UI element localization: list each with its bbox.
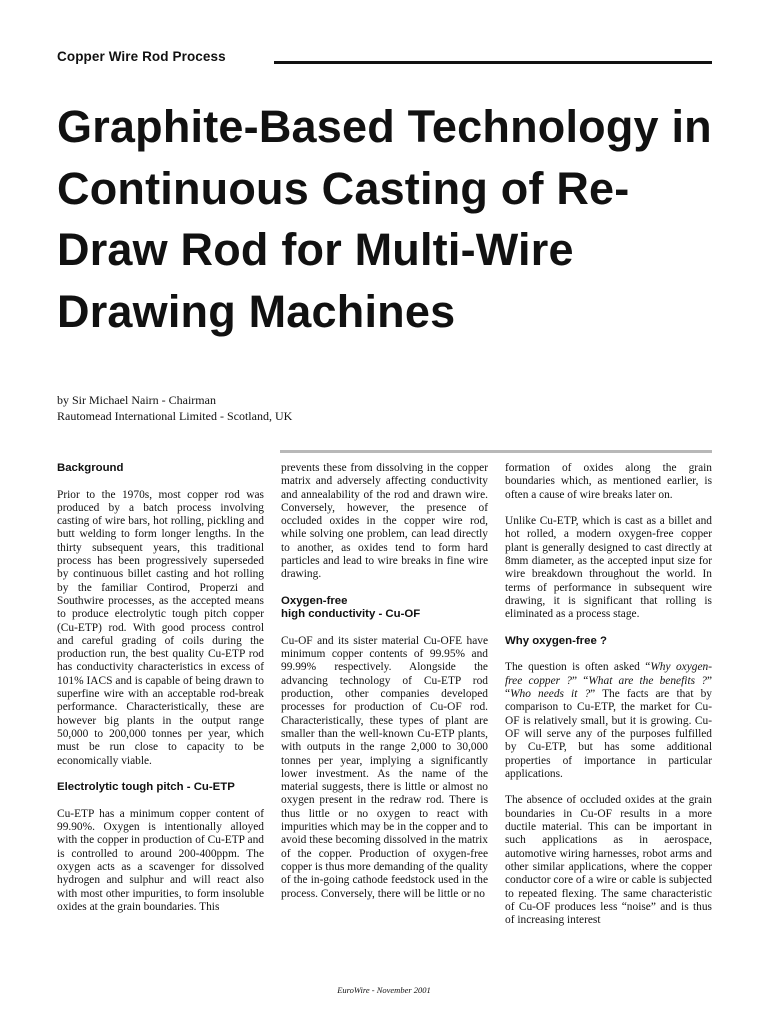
question-2: What are the benefits ? [588,674,707,687]
heading-cu-etp: Electrolytic tough pitch - Cu-ETP [57,781,235,794]
page-footer: EuroWire - November 2001 [337,985,431,995]
header-rule [274,61,712,64]
paragraph: Cu-ETP has a minimum copper content of 99.90%. Oxygen is intentionally alloyed with the copper in production of Cu-ETP and is controlled to around 200-400ppm. The oxygen acts as a scavenger for dissolved hydrogen and sulphur and will react also with most other impurities, to form insoluble oxides at the grain boundaries. This [57,807,264,913]
byline-affiliation: Rautomead International Limited - Scotland, UK [57,409,293,423]
paragraph: Prior to the 1970s, most copper rod was produced by a batch process involving casting of wire bars, hot rolling, pickling and butt welding to form longer lengths. In the thirty subsequent years, this traditional process has been progressively superseded by continuous billet casting and hot rolling by the familiar Contirod, Properzi and Southwire processes, as the accepted means to produce electrolytic tough pitch copper (Cu-ETP) rod. With good process control and careful grading of coils during the production run, the best quality Cu-ETP rod has conductivity characteristics in excess of 101% IACS and is capable of being drawn to superfine wire with an acceptable rod-break performance. Characteristically, these are however big plants in the output range 50,000 to 200,000 tonnes per year, which must be run close to capacity to be economically viable. [57,488,264,767]
question-1: Why oxygen-free copper ? [505,661,712,687]
text-column-2 [281,462,488,914]
question-3: Who needs it ? [510,688,591,701]
heading-cu-of-line2: high conductivity - Cu-OF [281,608,421,621]
paragraph: The absence of occluded oxides at the grain boundaries in Cu-OF results in a more ductile material. This can be important in such applications as in aerospace, automotive wiring harnesses, robot arms and other similar applications, where the copper conductor core of a wire or cable is subjected to repeated flexing. The same characteristic of Cu-OF produces less “noise” and is thus of increasing interest [505,794,712,927]
byline [57,392,292,424]
paragraph: prevents these from dissolving in the copper matrix and adversely affecting conductivity and annealability of the rod and drawn wire. Conversely, however, the presence of occluded oxides in the copper wire rod, while solving one problem, can lead directly to another, as oxides tend to form hard particles and lead to wire breaks in fine wire drawing. [281,462,488,581]
heading-background: Background [57,462,124,474]
text-fragment: ” “ [572,674,589,687]
paragraph-questions [505,661,712,781]
section-divider [280,450,712,453]
paragraph: Unlike Cu-ETP, which is cast as a billet and hot rolled, a modern oxygen-free copper plant is generally designed to cast directly at 8mm diameter, as the accepted input size for wire breakdown throughout the world. In terms of performance in subsequent wire drawing, it is significant that rolling is eliminated as a process stage. [505,515,712,621]
heading-cu-of [281,595,488,622]
text-fragment: ” “ [505,674,712,701]
text-fragment: The question is often asked “ [505,661,651,674]
text-fragment: ” The facts are that by comparison to Cu-ETP, the market for Cu-OF is relatively small, but it is growing. Cu-OF will serve any of the purposes fulfilled by Cu-ETP, but has some additional properties of importance in particular applications. [505,688,712,780]
text-column-3 [505,462,712,941]
article-title: Graphite-Based Technology in Continuous Casting of Re-Draw Rod for Multi-Wire Drawing Machines [57,101,712,337]
heading-cu-of-line1: Oxygen-free [281,594,348,607]
paragraph: formation of oxides along the grain boundaries which, as mentioned earlier, is often a cause of wire breaks later on. [505,462,712,501]
heading-why-oxygen-free: Why oxygen-free ? [505,634,607,647]
byline-author: by Sir Michael Nairn - Chairman [57,393,216,407]
section-label: Copper Wire Rod Process [57,49,226,64]
paragraph: Cu-OF and its sister material Cu-OFE have minimum copper contents of 99.95% and 99.99% respectively. Alongside the advancing technology of Cu-ETP rod production, other companies developed processes for production of Cu-OF rod. Characteristically, these types of plant are smaller than the well-known Cu-ETP plants, with outputs in the range 2,000 to 30,000 tonnes per year, implying a significantly lower investment. As the name of the material suggests, there is little or almost no oxygen present in the redraw rod. There is thus little or no oxygen to react with impurities which may be in the copper and to avoid these becoming dissolved in the matrix of the copper. Production of oxygen-free copper is thus more demanding of the quality of the in-going cathode feedstock used in the process. Conversely, there will be little or no [281,634,488,900]
text-column-1 [57,462,264,927]
